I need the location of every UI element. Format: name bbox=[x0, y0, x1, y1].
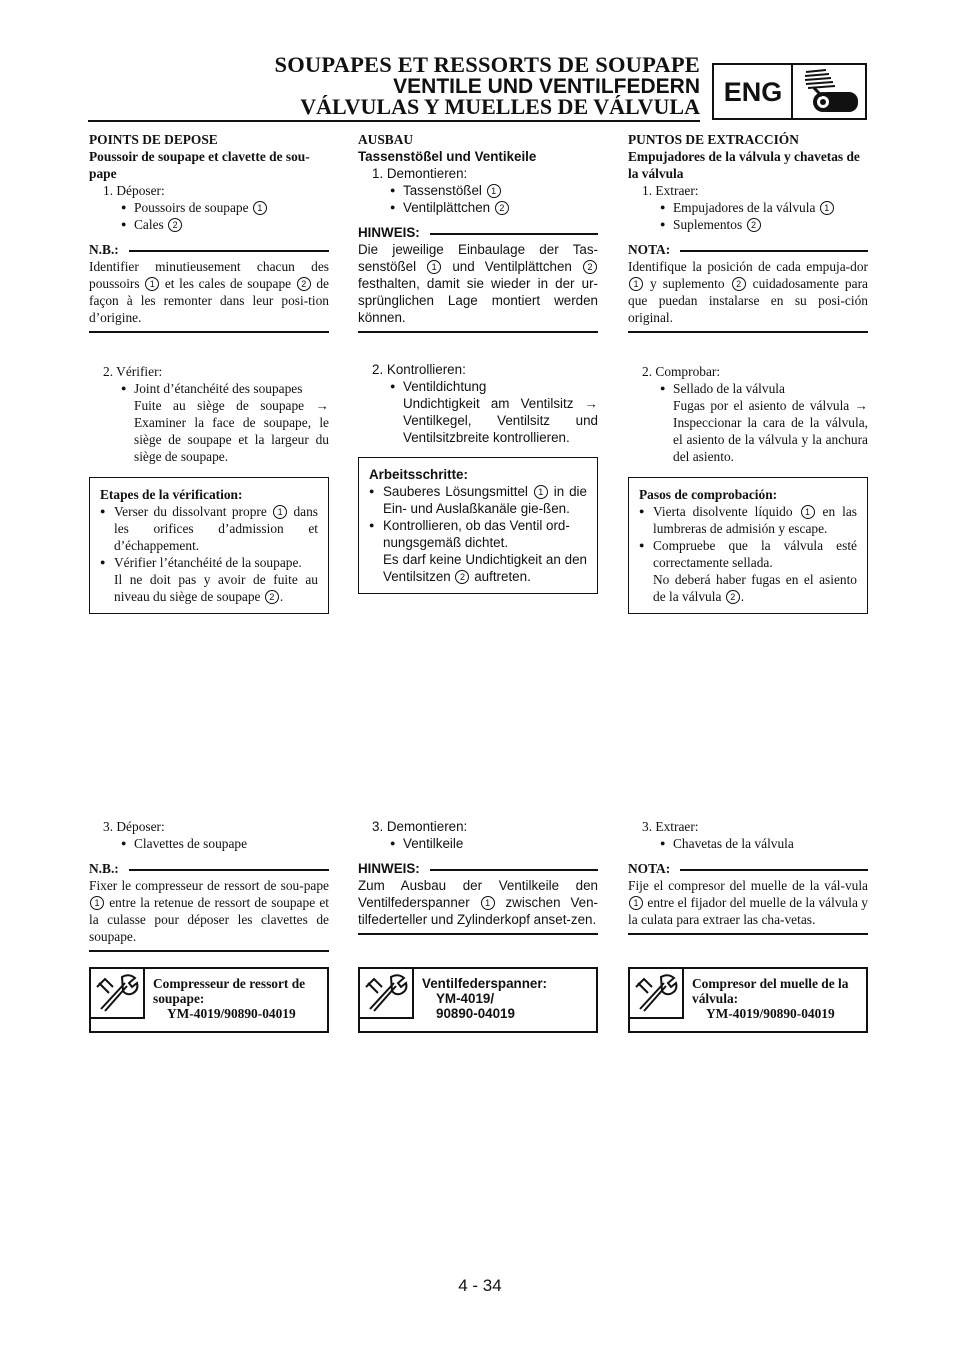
fr-step-1: 1. Déposer: bbox=[103, 183, 165, 198]
de-step-2-item-1: ● Ventildichtung bbox=[358, 378, 598, 395]
es-check-section bbox=[628, 363, 868, 465]
de-special-tool-box bbox=[358, 967, 598, 1033]
fr-tool-text: Compresseur de ressort de soupape: YM-4019/90890-04019 bbox=[153, 976, 306, 1021]
es-note-1-rule bbox=[628, 331, 868, 333]
es-step-1: 1. Extraer: bbox=[642, 183, 699, 198]
es-special-tool-box bbox=[628, 967, 868, 1033]
fr-step-2-item-1: ● Joint d’étanchéité des soupapes bbox=[89, 380, 329, 397]
fr-box-item-2-detail: Il ne doit pas y avoir de fuite au niveau du siège de soupape 2 . bbox=[114, 572, 318, 604]
fr-box-item-2: ● Vérifier l’étanchéité de la soupape. bbox=[100, 554, 318, 571]
fr-subtitle: Poussoir de soupape et clavette de sou-pape bbox=[89, 149, 310, 181]
engine-section-icon bbox=[796, 66, 864, 117]
header-title-de: VENTILE UND VENTILFEDERN bbox=[393, 75, 700, 98]
fr-note-1-rule bbox=[89, 331, 329, 333]
fr-step-3: 3. Déposer: bbox=[103, 819, 165, 834]
es-box-item-2: ● Compruebe que la válvula esté correctamente sellada. bbox=[639, 537, 857, 571]
es-note-2-text: Fije el compresor del muelle de la vál-vula 1 entre el fijador del muelle de la válvula y la culata para extraer las cha-vetas. bbox=[628, 878, 869, 927]
de-note-2-header: HINWEIS: bbox=[358, 860, 598, 877]
es-note-1-text: Identifique la posición de cada empuja-dor 1 y suplemento 2 cuidadosamente para que puedan instalarse en su posi-ción original. bbox=[628, 259, 868, 325]
es-box-item-1: ● Vierta disolvente líquido 1 en las lumbreras de admisión y escape. bbox=[639, 503, 857, 537]
fr-note-2-header: N.B.: bbox=[89, 860, 329, 877]
fr-step-1-item-1: ● Poussoirs de soupape 1 bbox=[89, 199, 329, 216]
es-subtitle: Empujadores de la válvula y chavetas de la válvula bbox=[628, 149, 860, 181]
de-step-3-item-1: ● Ventilkeile bbox=[358, 835, 598, 852]
es-step-2: 2. Comprobar: bbox=[642, 364, 721, 379]
fr-note-2-rule bbox=[89, 950, 329, 952]
fr-special-tool-box bbox=[89, 967, 329, 1033]
de-box-item-2: ● Kontrollieren, ob das Ventil ord-nungsgemäß dichtet. bbox=[369, 517, 587, 551]
de-subtitle: Tassenstößel und Ventikeile bbox=[358, 149, 537, 164]
es-note-2-rule bbox=[628, 933, 868, 935]
fr-removal-section bbox=[89, 131, 329, 333]
es-box-title: Pasos de comprobación: bbox=[639, 487, 778, 502]
de-box-item-2-detail: Es darf keine Undichtigkeit an den Ventilsitzen 2 auftreten. bbox=[383, 552, 587, 584]
de-note-1-text: Die jeweilige Einbaulage der Tas-senstößel 1 und Ventilplättchen 2 festhalten, damit sie wieder in der ur-sprünglichen Lage montiert werden können. bbox=[358, 242, 598, 325]
fr-box-title: Etapes de la vérification: bbox=[100, 487, 243, 502]
de-check-section bbox=[358, 361, 598, 446]
es-check-steps-box bbox=[628, 477, 868, 614]
de-step-1-item-1: ● Tassenstößel 1 bbox=[358, 182, 598, 199]
de-box-title: Arbeitsschritte: bbox=[369, 467, 468, 482]
es-step-1-item-2: ● Suplementos 2 bbox=[628, 216, 868, 233]
fr-step-2-detail: Fuite au siège de soupape → Examiner la face de soupape, le siège de soupape et la largeur du siège de soupape. bbox=[134, 398, 329, 464]
special-tool-icon bbox=[630, 969, 684, 1019]
section-badge-label: ENG bbox=[723, 77, 783, 107]
de-step-2: 2. Kontrollieren: bbox=[372, 362, 466, 377]
de-note-2-rule bbox=[358, 933, 598, 935]
de-removal-section bbox=[358, 131, 598, 333]
page-number: 4 - 34 bbox=[458, 1276, 502, 1295]
es-step-1-item-1: ● Empujadores de la válvula 1 bbox=[628, 199, 868, 216]
es-note-1-header: NOTA: bbox=[628, 241, 868, 258]
fr-note-1-header: N.B.: bbox=[89, 241, 329, 258]
fr-removal-keepers-section bbox=[89, 818, 329, 952]
de-step-3: 3. Demontieren: bbox=[372, 819, 468, 834]
es-step-2-item-1: ● Sellado de la válvula bbox=[628, 380, 868, 397]
de-step-1: 1. Demontieren: bbox=[372, 166, 468, 181]
es-tool-text: Compresor del muelle de la válvula: YM-4019/90890-04019 bbox=[692, 976, 849, 1021]
de-note-2-text: Zum Ausbau der Ventilkeile den Ventilfederspanner 1 zwischen Ven-tilfederteller und Zylinderkopf anset-zen. bbox=[358, 878, 598, 927]
fr-step-3-item-1: ● Clavettes de soupape bbox=[89, 835, 329, 852]
fr-step-2: 2. Vérifier: bbox=[103, 364, 163, 379]
fr-note-2-text: Fixer le compresseur de ressort de sou-pape 1 entre la retenue de ressort de soupape et la culasse pour déposer les clavettes de soupape. bbox=[89, 878, 330, 944]
es-step-2-detail: Fugas por el asiento de válvula → Inspeccionar la cara de la válvula, el asiento de la válvula y la anchura del asiento. bbox=[673, 398, 868, 464]
fr-section-title: POINTS DE DEPOSE bbox=[89, 132, 218, 147]
de-tool-text: Ventilfederspanner: YM-4019/ 90890-04019 bbox=[422, 976, 548, 1021]
section-badge-divider bbox=[791, 65, 793, 118]
fr-note-1-text: Identifier minutieusement chacun des poussoirs 1 et les cales de soupape 2 de façon à les remonter dans leur posi-tion d’origine. bbox=[89, 259, 329, 325]
de-section-title: AUSBAU bbox=[358, 132, 414, 147]
de-step-1-item-2: ● Ventilplättchen 2 bbox=[358, 199, 598, 216]
header-title-fr: SOUPAPES ET RESSORTS DE SOUPAPE bbox=[274, 52, 700, 77]
es-removal-keepers-section bbox=[628, 818, 868, 935]
de-step-2-detail: Undichtigkeit am Ventilsitz → Ventilkegel, Ventilsitz und Ventilsitzbreite kontrollieren. bbox=[403, 396, 598, 445]
es-step-3: 3. Extraer: bbox=[642, 819, 699, 834]
es-note-2-header: NOTA: bbox=[628, 860, 868, 877]
fr-step-1-item-2: ● Cales 2 bbox=[89, 216, 329, 233]
special-tool-icon bbox=[91, 969, 145, 1019]
header-title-es: VÁLVULAS Y MUELLES DE VÁLVULA bbox=[300, 94, 700, 119]
special-tool-icon bbox=[360, 969, 414, 1019]
de-removal-keepers-section bbox=[358, 818, 598, 935]
de-box-item-1: ● Sauberes Lösungsmittel 1 in die Ein- und Auslaßkanäle gie-ßen. bbox=[369, 483, 587, 517]
de-note-1-rule bbox=[358, 331, 598, 333]
fr-check-steps-box bbox=[89, 477, 329, 614]
es-box-item-2-detail: No deberá haber fugas en el asiento de la válvula 2 . bbox=[653, 572, 857, 604]
es-step-3-item-1: ● Chavetas de la válvula bbox=[628, 835, 868, 852]
de-note-1-header: HINWEIS: bbox=[358, 224, 598, 241]
fr-box-item-1: ● Verser du dissolvant propre 1 dans les orifices d’admission et d’échappement. bbox=[100, 503, 318, 554]
fr-check-section bbox=[89, 363, 329, 465]
de-check-steps-box bbox=[358, 457, 598, 594]
header-rule bbox=[88, 120, 700, 122]
es-section-title: PUNTOS DE EXTRACCIÓN bbox=[628, 132, 799, 147]
es-removal-section bbox=[628, 131, 868, 333]
